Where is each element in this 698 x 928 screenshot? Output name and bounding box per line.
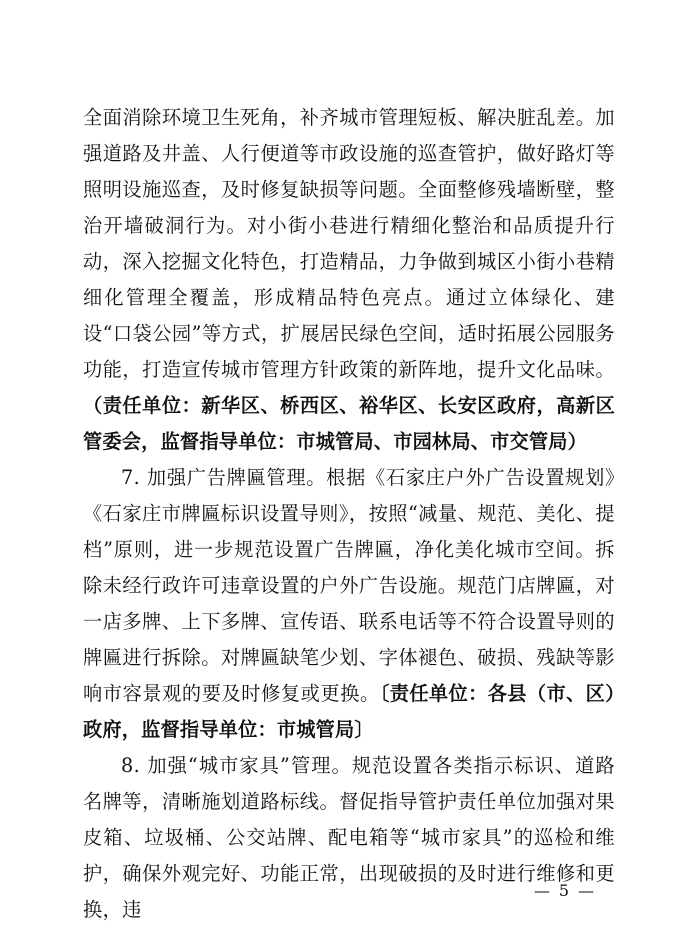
paragraph-7-billboard-management — [83, 460, 615, 748]
paragraph-text: 7. 加强广告牌匾管理。根据《石家庄户外广告设置规划》《石家庄市牌匾标识设置导则》，按照“减量、规范、美化、提档”原则，进一步规范设置广告牌匾，净化美化城市空间。拆除未经行政许可违章设置的户外广告设施。规范门店牌匾，对一店多牌、上下多牌、宣传语、联系电话等不符合设置导则的牌匾进行拆除。对牌匾缺笔少划、字体褪色、破损、残缺等影响市容景观的要及时修复或更换。 — [83, 466, 615, 705]
responsibility-note: 〔责任单位：各县（市、区）政府，监督指导单位：市城管局〕 — [83, 682, 615, 741]
paragraph-8-city-furniture-management — [83, 748, 615, 928]
responsibility-note: （责任单位：新华区、桥西区、裕华区、长安区政府，高新区管委会，监督指导单位：市城管局、市园林局、市交管局） — [83, 394, 615, 453]
paragraph-6-continuation — [83, 100, 615, 460]
paragraph-text: 全面消除环境卫生死角，补齐城市管理短板、解决脏乱差。加强道路及井盖、人行便道等市政设施的巡查管护，做好路灯等照明设施巡查，及时修复缺损等问题。全面整修残墙断壁，整治开墙破洞行为。对小街小巷进行精细化整治和品质提升行动，深入挖掘文化特色，打造精品，力争做到城区小街小巷精细化管理全覆盖，形成精品特色亮点。通过立体绿化、建设“口袋公园”等方式，扩展居民绿色空间，适时拓展公园服务功能，打造宣传城市管理方针政策的新阵地，提升文化品味。 — [83, 106, 615, 381]
page-number: — 5 — — [533, 881, 597, 900]
body-text — [83, 100, 615, 928]
paragraph-text: 8. 加强“城市家具”管理。规范设置各类指示标识、道路名牌等，清晰施划道路标线。督促指导管护责任单位加强对果皮箱、垃圾桶、公交站牌、配电箱等“城市家具”的巡检和维护，确保外观完好、功能正常，出现破损的及时进行维修和更换，违 — [83, 754, 615, 921]
